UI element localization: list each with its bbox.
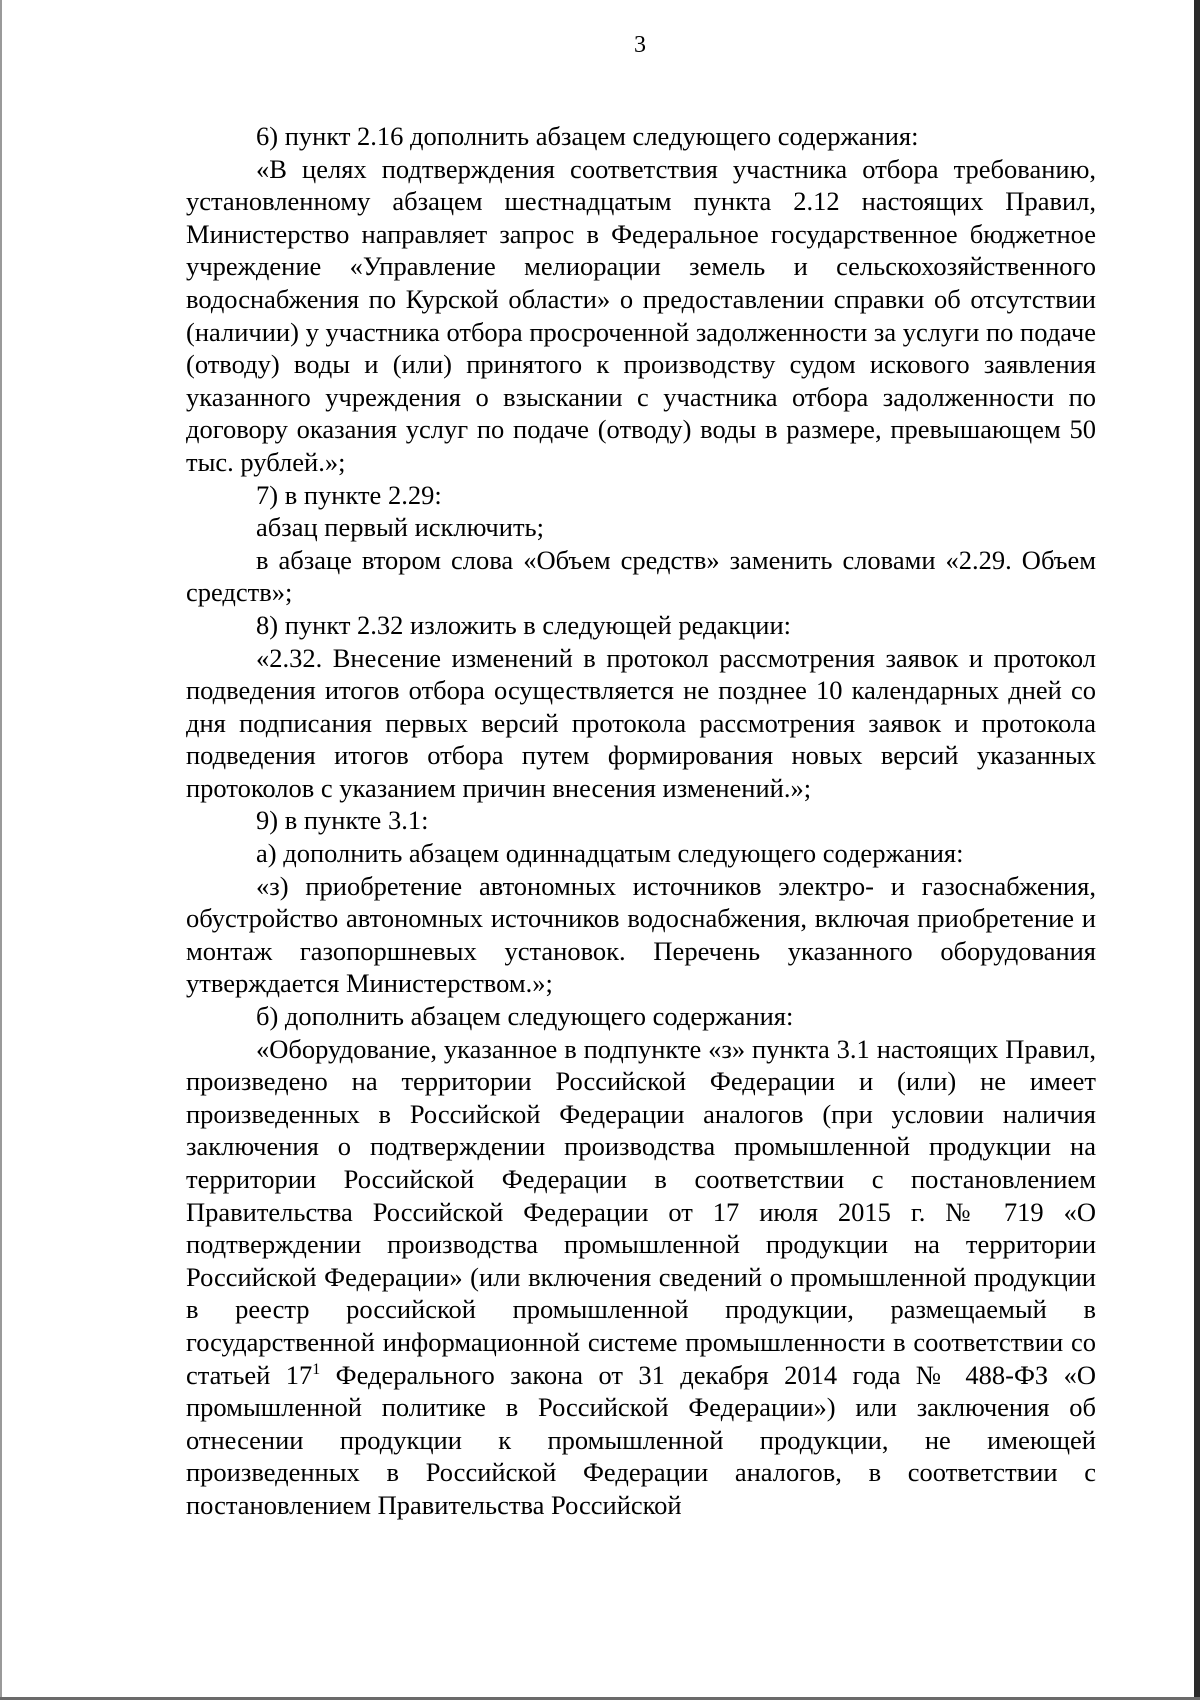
paragraph-subitem-a: а) дополнить абзацем одиннадцатым следующего содержания: [256,838,964,869]
paragraph-item-7: 7) в пункте 2.29: [256,479,442,510]
paragraph-item-8: 8) пункт 2.32 изложить в следующей редакции: [256,609,792,640]
page-number: 3 [634,32,646,58]
scan-edge-left [0,0,2,1700]
paragraph-quoted-z: «з) приобретение автономных источников электро- и газоснабжения, обустройство автономных источников водоснабжения, включая приобретение и монтаж газопоршневых установок. Перечень указанного оборудования утверждается Министерством.»; [186,870,1096,999]
equipment-text-end: Федерального закона от 31 декабря 2014 года № 488-ФЗ «О промышленной политике в Российской Федерации») или заключения об отнесении продукции к промышленной продукции, не имеющей произведенных в Российской Федерации аналогов, в соответствии с постановлением Правительства Российской [186,1359,1096,1520]
paragraph-item-6: 6) пункт 2.16 дополнить абзацем следующего содержания: [256,121,919,151]
paragraph-item-9: 9) в пункте 3.1: [256,805,429,836]
paragraph-quoted-2-32: «2.32. Внесение изменений в протокол рассмотрения заявок и протокол подведения итогов отбора осуществляется не позднее 10 календарных дней со дня подписания первых версий протокола рассмотрения заявок и протокола подведения итогов отбора путем формирования новых версий указанных протоколов с указанием причин внесения изменений.»; [186,642,1096,803]
paragraph-replace-words: в абзаце втором слова «Объем средств» заменить словами «2.29. Объем средств»; [186,544,1096,608]
scan-edge-right [1194,0,1200,1700]
paragraph-quoted-2-16: «В целях подтверждения соответствия участника отбора требованию, установленному абзацем шестнадцатым пункта 2.12 настоящих Правил, Министерство направляет запрос в Федеральное государственное бюджетное учреждение «Управление мелиорации земель и сельскохозяйственного водоснабжения по Курской области» о предоставлении справки об отсутствии (наличии) у участника отбора просроченной задолженности за услуги по подаче (отводу) воды и (или) принятого к производству судом искового заявления указанного учреждения о взыскании с участника отбора задолженности по договору оказания услуг по подаче (отводу) воды в размере, превышающем 50 тыс. рублей.»; [186,153,1096,477]
equipment-text-start: «Оборудование, указанное в подпункте «з» пункта 3.1 настоящих Правил, произведено на территории Российской Федерации и (или) не имеет произведенных в Российской Федерации аналогов (при условии наличия заключения о подтверждении производства промышленной продукции на территории Российской Федерации в соответствии с постановлением Правительства Российской Федерации от 17 июля 2015 г. № 719 «О подтверждении производства промышленной продукции на территории Российской Федерации» (или включения сведений о промышленной продукции в реестр российской промышленной продукции, размещаемый в государственной информационной системе промышленности в соответствии со статьей 17 [186,1033,1096,1390]
paragraph-exclude-first: абзац первый исключить; [256,512,544,543]
article-superscript: 1 [312,1360,321,1378]
paragraph-equipment [186,1033,1096,1522]
document-body [186,120,1096,1522]
paragraph-subitem-b: б) дополнить абзацем следующего содержания: [256,1001,794,1032]
